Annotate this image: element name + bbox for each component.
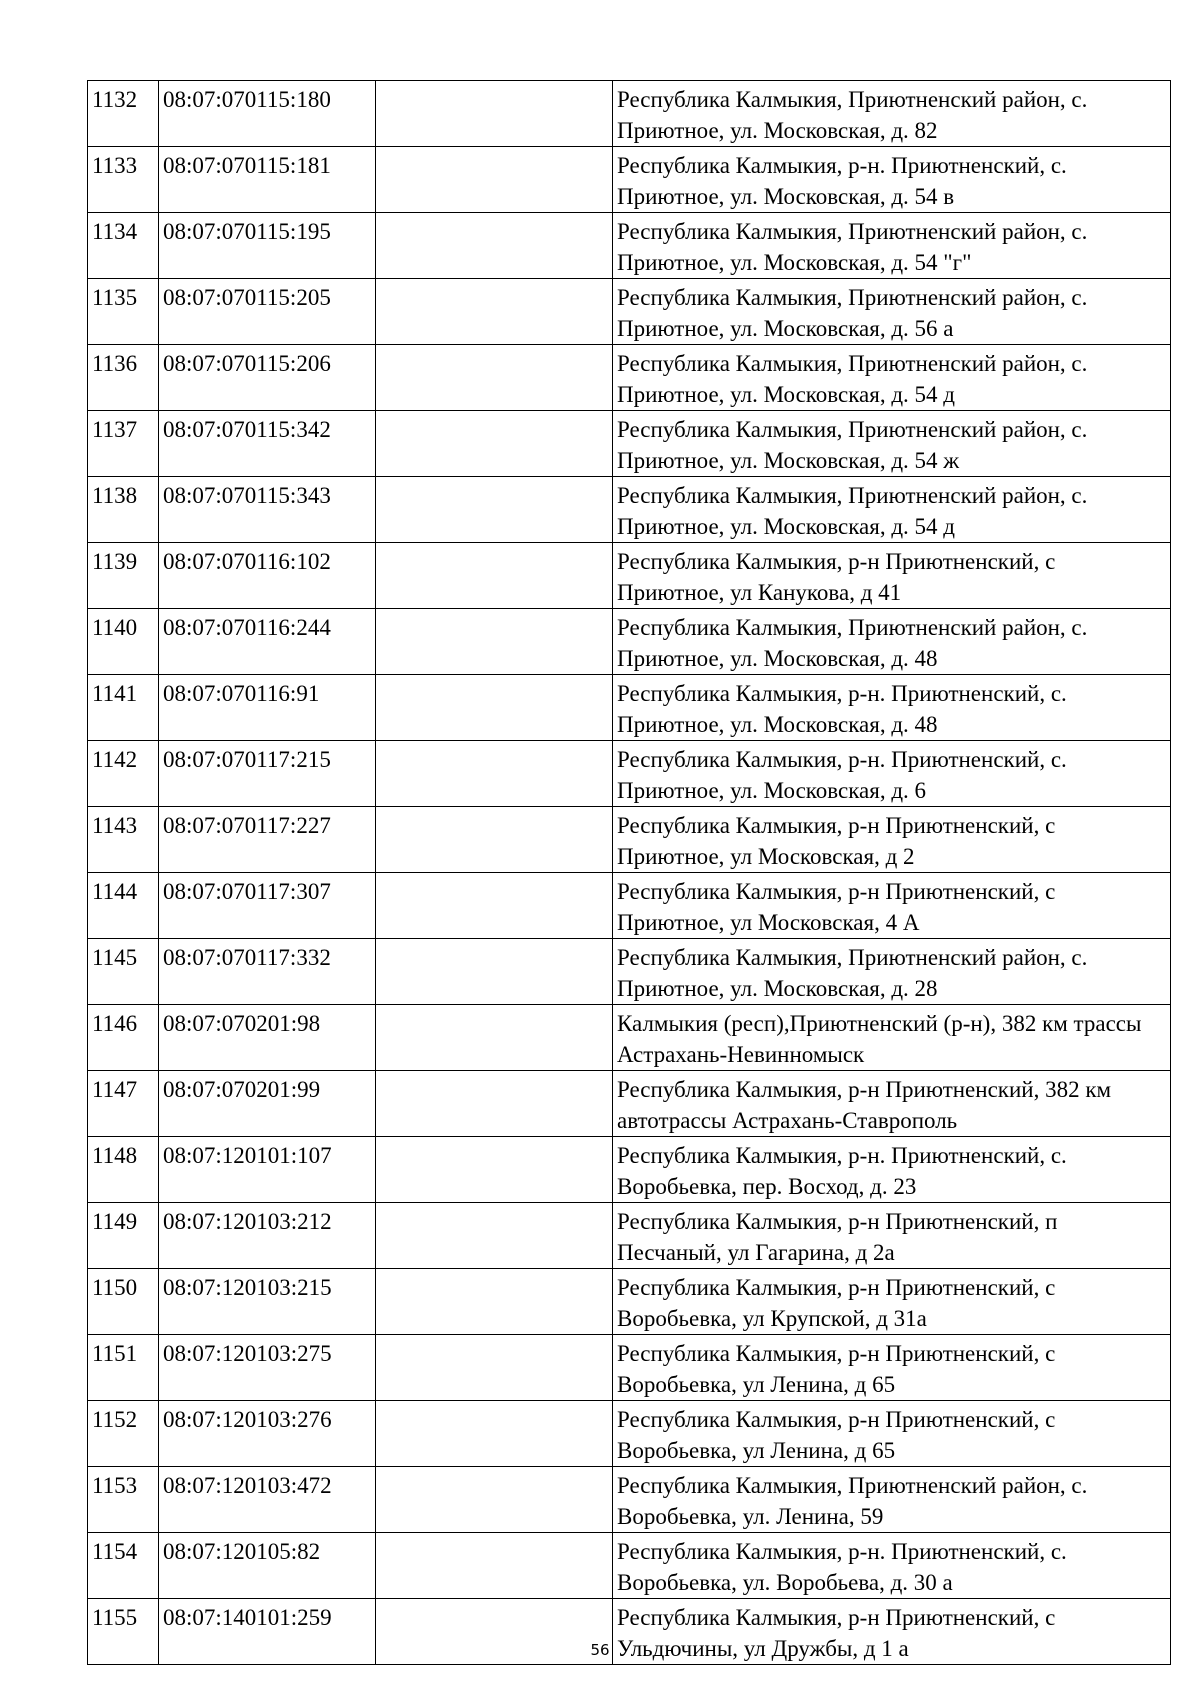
row-number-cell: 1149 [88,1203,159,1269]
table-row [88,411,1171,477]
cadastral-number-cell: 08:07:120103:275 [159,1335,376,1401]
table-row [88,939,1171,1005]
row-number-cell: 1136 [88,345,159,411]
table-row [88,477,1171,543]
table-row [88,1203,1171,1269]
empty-cell [376,81,613,147]
empty-cell [376,1203,613,1269]
empty-cell [376,939,613,1005]
table-row [88,1401,1171,1467]
table-row [88,807,1171,873]
table-row [88,213,1171,279]
cadastral-number-cell: 08:07:120105:82 [159,1533,376,1599]
row-number-cell: 1150 [88,1269,159,1335]
empty-cell [376,147,613,213]
address-cell: Республика Калмыкия, Приютненский район, с. Приютное, ул. Московская, д. 54 д [613,477,1171,543]
address-cell: Калмыкия (респ),Приютненский (р-н), 382 км трассы Астрахань-Невинномыск [613,1005,1171,1071]
address-cell: Республика Калмыкия, р-н Приютненский, п Песчаный, ул Гагарина, д 2а [613,1203,1171,1269]
row-number-cell: 1153 [88,1467,159,1533]
cadastral-number-cell: 08:07:070115:205 [159,279,376,345]
address-cell: Республика Калмыкия, р-н. Приютненский, с. Воробьевка, пер. Восход, д. 23 [613,1137,1171,1203]
cadastral-number-cell: 08:07:070201:99 [159,1071,376,1137]
empty-cell [376,675,613,741]
row-number-cell: 1144 [88,873,159,939]
address-cell: Республика Калмыкия, р-н. Приютненский, с. Приютное, ул. Московская, д. 6 [613,741,1171,807]
address-cell: Республика Калмыкия, Приютненский район, с. Приютное, ул. Московская, д. 54 "г" [613,213,1171,279]
table-row [88,873,1171,939]
address-cell: Республика Калмыкия, р-н Приютненский, с Приютное, ул Канукова, д 41 [613,543,1171,609]
table-row [88,675,1171,741]
empty-cell [376,1401,613,1467]
table-row [88,1467,1171,1533]
empty-cell [376,873,613,939]
row-number-cell: 1145 [88,939,159,1005]
address-cell: Республика Калмыкия, р-н. Приютненский, с. Воробьевка, ул. Воробьева, д. 30 а [613,1533,1171,1599]
cadastral-number-cell: 08:07:070201:98 [159,1005,376,1071]
address-cell: Республика Калмыкия, Приютненский район, с. Приютное, ул. Московская, д. 54 ж [613,411,1171,477]
row-number-cell: 1140 [88,609,159,675]
empty-cell [376,543,613,609]
address-cell: Республика Калмыкия, р-н Приютненский, с Приютное, ул Московская, д 2 [613,807,1171,873]
cadastral-number-cell: 08:07:120103:472 [159,1467,376,1533]
empty-cell [376,807,613,873]
row-number-cell: 1133 [88,147,159,213]
cadastral-number-cell: 08:07:070115:181 [159,147,376,213]
table-row [88,1269,1171,1335]
table-row [88,1335,1171,1401]
cadastral-number-cell: 08:07:070116:91 [159,675,376,741]
row-number-cell: 1148 [88,1137,159,1203]
row-number-cell: 1141 [88,675,159,741]
address-cell: Республика Калмыкия, Приютненский район, с. Приютное, ул. Московская, д. 54 д [613,345,1171,411]
row-number-cell: 1152 [88,1401,159,1467]
table-row [88,1071,1171,1137]
row-number-cell: 1138 [88,477,159,543]
table-row [88,1533,1171,1599]
row-number-cell: 1142 [88,741,159,807]
row-number-cell: 1135 [88,279,159,345]
cadastral-number-cell: 08:07:070116:102 [159,543,376,609]
address-cell: Республика Калмыкия, р-н. Приютненский, с. Приютное, ул. Московская, д. 48 [613,675,1171,741]
cadastral-number-cell: 08:07:140101:259 [159,1599,376,1665]
cadastral-number-cell: 08:07:070117:215 [159,741,376,807]
empty-cell [376,1137,613,1203]
cadastral-number-cell: 08:07:070115:342 [159,411,376,477]
address-cell: Республика Калмыкия, р-н Приютненский, с Приютное, ул Московская, 4 А [613,873,1171,939]
row-number-cell: 1134 [88,213,159,279]
row-number-cell: 1139 [88,543,159,609]
empty-cell [376,279,613,345]
table-row [88,543,1171,609]
empty-cell [376,1269,613,1335]
row-number-cell: 1151 [88,1335,159,1401]
page-number: 56 [590,1641,610,1659]
cadastral-number-cell: 08:07:070116:244 [159,609,376,675]
address-cell: Республика Калмыкия, Приютненский район, с. Приютное, ул. Московская, д. 82 [613,81,1171,147]
address-cell: Республика Калмыкия, р-н Приютненский, с Воробьевка, ул Ленина, д 65 [613,1335,1171,1401]
address-cell: Республика Калмыкия, Приютненский район, с. Воробьевка, ул. Ленина, 59 [613,1467,1171,1533]
row-number-cell: 1143 [88,807,159,873]
empty-cell [376,1071,613,1137]
cadastral-number-cell: 08:07:070117:332 [159,939,376,1005]
table-row [88,1005,1171,1071]
cadastral-number-cell: 08:07:070115:195 [159,213,376,279]
empty-cell [376,411,613,477]
table-row [88,609,1171,675]
empty-cell [376,1533,613,1599]
cadastral-number-cell: 08:07:070115:206 [159,345,376,411]
row-number-cell: 1137 [88,411,159,477]
empty-cell [376,1335,613,1401]
cadastral-number-cell: 08:07:070115:180 [159,81,376,147]
address-cell: Республика Калмыкия, р-н Приютненский, с Воробьевка, ул Ленина, д 65 [613,1401,1171,1467]
table-row [88,81,1171,147]
registry-table-body [88,81,1171,1665]
empty-cell [376,609,613,675]
address-cell: Республика Калмыкия, р-н Приютненский, с Воробьевка, ул Крупской, д 31а [613,1269,1171,1335]
cadastral-number-cell: 08:07:120103:215 [159,1269,376,1335]
empty-cell [376,1467,613,1533]
table-row [88,147,1171,213]
cadastral-number-cell: 08:07:120101:107 [159,1137,376,1203]
address-cell: Республика Калмыкия, Приютненский район, с. Приютное, ул. Московская, д. 48 [613,609,1171,675]
empty-cell [376,345,613,411]
cadastral-number-cell: 08:07:120103:276 [159,1401,376,1467]
row-number-cell: 1132 [88,81,159,147]
empty-cell [376,477,613,543]
address-cell: Республика Калмыкия, р-н Приютненский, 382 км автотрассы Астрахань-Ставрополь [613,1071,1171,1137]
address-cell: Республика Калмыкия, р-н Приютненский, с Ульдючины, ул Дружбы, д 1 а [613,1599,1171,1665]
empty-cell [376,213,613,279]
address-cell: Республика Калмыкия, Приютненский район, с. Приютное, ул. Московская, д. 28 [613,939,1171,1005]
table-row [88,1137,1171,1203]
row-number-cell: 1146 [88,1005,159,1071]
cadastral-number-cell: 08:07:070115:343 [159,477,376,543]
cadastral-number-cell: 08:07:120103:212 [159,1203,376,1269]
row-number-cell: 1154 [88,1533,159,1599]
row-number-cell: 1155 [88,1599,159,1665]
address-cell: Республика Калмыкия, Приютненский район, с. Приютное, ул. Московская, д. 56 а [613,279,1171,345]
row-number-cell: 1147 [88,1071,159,1137]
empty-cell [376,1005,613,1071]
table-row [88,279,1171,345]
table-row [88,345,1171,411]
property-registry-table [87,80,1171,1665]
empty-cell [376,741,613,807]
cadastral-number-cell: 08:07:070117:227 [159,807,376,873]
address-cell: Республика Калмыкия, р-н. Приютненский, с. Приютное, ул. Московская, д. 54 в [613,147,1171,213]
table-row [88,741,1171,807]
cadastral-number-cell: 08:07:070117:307 [159,873,376,939]
